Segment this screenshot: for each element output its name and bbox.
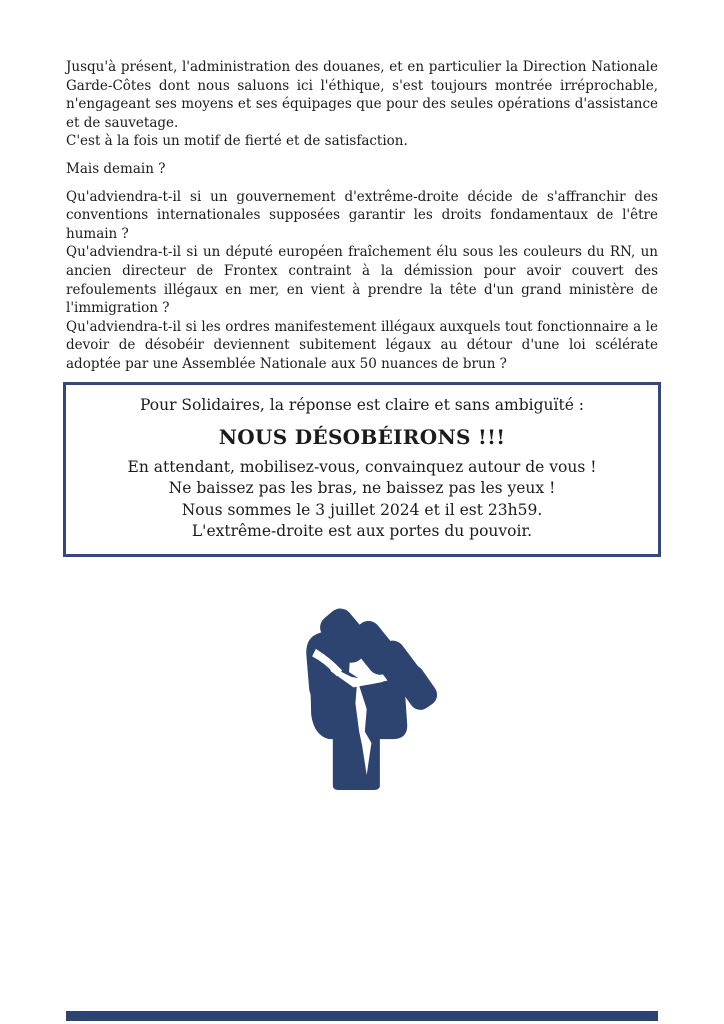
paragraph-mais-demain: Mais demain ? <box>66 160 166 177</box>
raised-fist-icon <box>0 588 724 800</box>
callout-box <box>63 382 661 557</box>
paragraph-question-depute: Qu'adviendra-t-il si un député européen fraîchement élu sous les couleurs du RN, un ancien directeur de Frontex contraint à la démission pour avoir couvert des refoulements illégaux en mer, en vient à prendre la tête d'un grand ministère de l'immigration ? <box>66 244 658 317</box>
callout-slogan: NOUS DÉSOBÉIRONS !!! <box>218 424 506 449</box>
callout-intro: Pour Solidaires, la réponse est claire et sans ambiguïté : <box>139 396 585 414</box>
callout-spacer <box>86 417 638 425</box>
paragraph-question-ordres: Qu'adviendra-t-il si les ordres manifestement illégaux auxquels tout fonctionnaire a le devoir de désobéir deviennent subitement légaux au détour d'une loi scélérate adoptée par une Assemblée Nationale aux 50 nuances de brun ? <box>66 318 658 372</box>
footer-bar <box>66 1011 658 1021</box>
callout-line-date: Nous sommes le 3 juillet 2024 et il est 23h59. <box>181 500 543 519</box>
body-text-block <box>66 58 658 374</box>
paragraph-spacer <box>66 151 658 160</box>
callout-line-baissez: Ne baissez pas les bras, ne baissez pas les yeux ! <box>168 479 556 497</box>
paragraph-question-gouvernement: Qu'adviendra-t-il si un gouvernement d'extrême-droite décide de s'affranchir des conventions internationales supposées garantir les droits fondamentaux de l'être humain ? <box>66 188 658 242</box>
paragraph-douanes-ethique: Jusqu'à présent, l'administration des douanes, et en particulier la Direction Nationale Garde-Côtes dont nous saluons ici l'éthique, s'est toujours montrée irréprochable, n'engageant ses moyens et ses équipages que pour des seules opérations d'assistance et de sauvetage. <box>66 59 658 131</box>
paragraph-spacer <box>66 179 658 188</box>
callout-spacer <box>86 449 638 457</box>
callout-line-mobilisez: En attendant, mobilisez-vous, convainquez autour de vous ! <box>127 457 597 476</box>
callout-line-extreme-droite: L'extrême-droite est aux portes du pouvoir. <box>191 522 533 540</box>
paragraph-fierte: C'est à la fois un motif de fierté et de satisfaction. <box>66 133 408 150</box>
